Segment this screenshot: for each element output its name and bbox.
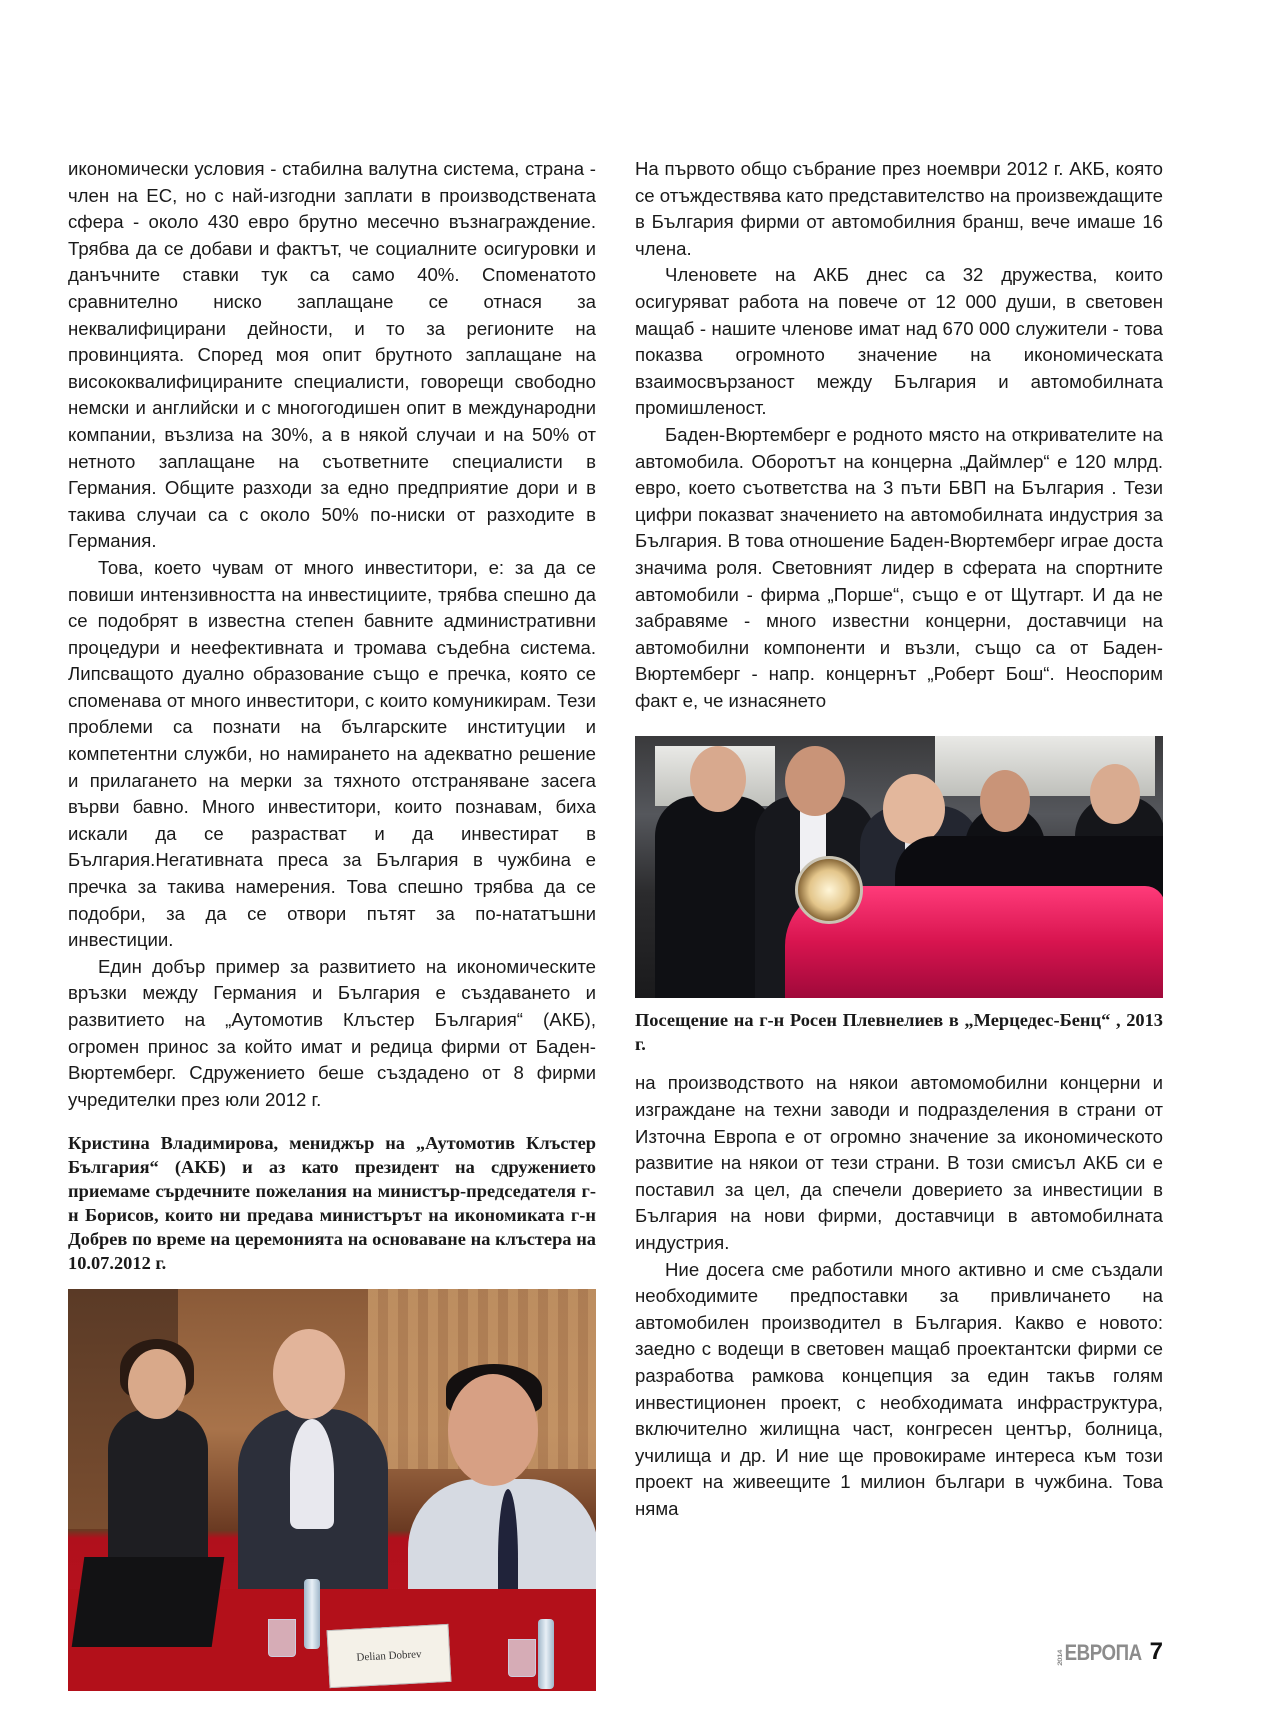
photo-caption-meeting: Кристина Владимирова, мениджър на „Аутомотив Клъстер България“ (АКБ) и аз като президент на сдружението приемаме сърдечните пожелания на министър-председателя г-н Борисов, които ни предава министърът на икономиката г-н Добрев по време на церемонията на основаване на клъстера на 10.07.2012 г. <box>68 1133 596 1274</box>
left-column <box>68 156 596 1691</box>
article-paragraph: На първото общо събрание през ноември 2012 г. АКБ, която се отъждествява като представителство на произвеждащите в България фирми от автомобилния бранш, вече имаше 16 члена. <box>635 158 1163 259</box>
article-paragraph: Баден-Вюртемберг е родното място на откривателите на автомобила. Оборотът на концерна „Даймлер“ е 120 млрд. евро, което съответства на 3 пъти БВП на България . Тези цифри показват значението на автомобилната индустрия за България. В това отношение Баден-Вюртемберг играе доста значима роля. Световният лидер в сферата на спортните автомобили - фирма „Порше“, също е от Щутгарт. И да не забравяме - много известни концерни, доставчици на автомобилни компоненти и възли, също са от Баден-Вюртемберг - напр. концернът „Роберт Бош“. Неоспорим факт е, че изнасянето <box>635 423 1163 711</box>
right-column <box>635 156 1163 1523</box>
page-footer <box>1041 1638 1163 1666</box>
magazine-logo <box>1056 1640 1142 1666</box>
photo-caption-car: Посещение на г-н Росен Плевнелиев в „Мерцедес-Бенц“ , 2013 г. <box>635 1010 1163 1055</box>
magazine-title: ЕВРОПА <box>1064 1640 1142 1665</box>
issue-year: 2014 <box>1055 1650 1064 1666</box>
nameplate: Delian Dobrev <box>327 1624 452 1688</box>
meeting-photo <box>68 1289 596 1691</box>
article-paragraph: на производството на някои автомомобилни концерни и изграждане на техни заводи и подразделения в страни от Източна Европа е от огромно значение за икономическото развитие на някои от тези страни. В този смисъл АКБ си е поставил за цел, да спечели доверието за инвестиции в България на нови фирми, доставчици в автомобилната индустрия. <box>635 1072 1163 1254</box>
page-number: 7 <box>1149 1638 1163 1665</box>
article-paragraph: икономически условия - стабилна валутна система, страна - член на ЕС, но с най-изгодни заплати в производствената сфера - около 430 евро брутно месечно възнаграждение. Трябва да се добави и фактът, че социалните осигуровки и данъчните ставки тук са само 40%. Споменатото сравнително ниско заплащане се отнася за неквалифицирани дейности, и то за регионите на провинцията. Според моя опит брутното заплащане на висококвалифицираните специалисти, говорещи свободно немски и английски и с многогодишен опит в международни компании, възлиза на 30%, а в някой случаи и на 50% от нетното заплащане на съответните специалисти в Германия. Общите разходи за едно предприятие дори и в такива случаи са с около 50% по-ниски от разходите в Германия. <box>68 158 596 552</box>
article-paragraph: Това, което чувам от много инвеститори, е: за да се повиши интензивността на инвестициите, трябва спешно да се подобрят в известна степен бавните административни процедури и неефективната и тромава съдебна система. Липсващото дуално образование също е пречка, която се споменава от много инвеститори, с които комуникирам. Тези проблеми са познати на българските институции и компетентни служби, но намирането на адекватно решение и прилагането на мерки за тяхното отстраняване засега върви бавно. Много инвеститори, които познавам, биха искали да се разрастват и да инвестират в България.Негативната преса за България в чужбина е пречка за такива намерения. Това спешно трябва да се подобри, за да се отвори пътят за по-нататъшни инвестиции. <box>68 556 596 951</box>
article-paragraph: Членовете на АКБ днес са 32 дружества, които осигуряват работа на повече от 12 000 души, в световен мащаб - нашите членове имат над 670 000 служители - това показва огромното значение на икономическата взаимосвързаност между България и автомобилната промишленост. <box>635 264 1163 419</box>
car-showroom-photo <box>635 736 1163 998</box>
article-paragraph: Един добър пример за развитието на икономическите връзки между Германия и България е създаването и развитието на „Аутомотив Клъстер България“ (АКБ), огромен принос за който имат и редица фирми от Баден-Вюртемберг. Сдружението беше създадено от 8 фирми учредителки през юли 2012 г. <box>68 955 596 1110</box>
article-paragraph: Ние досега сме работили много активно и сме създали необходимите предпоставки за привличането на автомобилен производител в България. Какво е новото: заедно с водещи в световен мащаб проектантски фирми се разработва рамкова концепция за един такъв голям инвестиционен проект, с необходимата инфраструктура, включително жилищна част, конгресен център, болница, училища и др. И ние ще провокираме интереса към този проект на живеещите 1 милион българи в чужбина. Това няма <box>635 1258 1163 1519</box>
